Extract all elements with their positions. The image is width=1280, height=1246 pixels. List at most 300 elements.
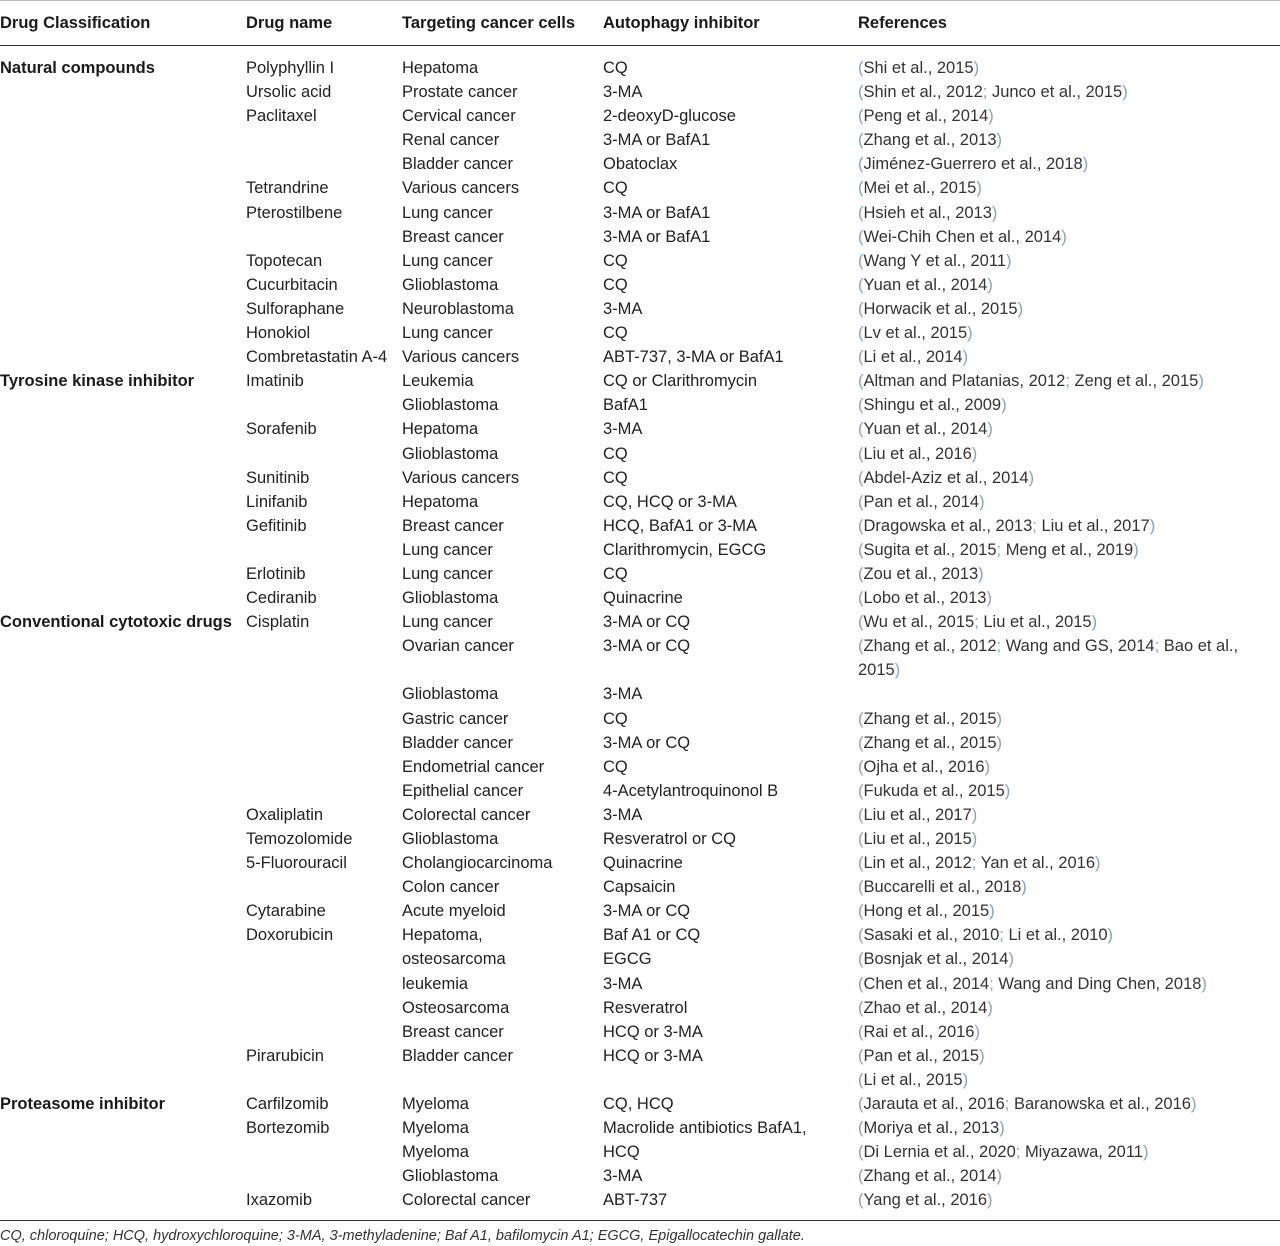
references-cell (858, 803, 1280, 827)
ref-paren: ( (858, 59, 864, 77)
reference-link[interactable]: Li et al., 2015 (863, 1070, 963, 1089)
reference-link[interactable]: Yuan et al., 2014 (863, 275, 988, 294)
reference-link[interactable]: Moriya et al., 2013 (863, 1119, 1000, 1138)
table-row (0, 297, 1280, 321)
table-row (0, 586, 1280, 610)
ref-paren: ) (894, 661, 901, 680)
drug-classification-cell (0, 1188, 246, 1220)
ref-paren: ( (858, 107, 864, 126)
references-cell (858, 369, 1280, 393)
drug-classification-cell (0, 779, 246, 803)
autophagy-inhibitor-cell: 3-MA (603, 974, 643, 993)
autophagy-inhibitor-cell: CQ (603, 179, 628, 198)
ref-paren: ( (858, 950, 864, 969)
reference-link[interactable]: Jiménez-Guerrero et al., 2018 (863, 155, 1083, 174)
ref-paren: ( (858, 299, 864, 318)
drug-classification-cell (0, 393, 246, 417)
drug-name-cell (246, 707, 402, 731)
reference-link[interactable]: Yuan et al., 2014 (863, 420, 988, 439)
table-row (0, 249, 1280, 273)
ref-separator: ; (1032, 516, 1042, 535)
reference-link[interactable]: Lv et al., 2015 (863, 324, 968, 343)
table-row (0, 803, 1280, 827)
references-cell (858, 899, 1280, 923)
ref-paren: ) (1061, 227, 1067, 246)
targeting-cells-cell: Breast cancer (402, 516, 504, 535)
reference-link[interactable]: Zhao et al., 2014 (863, 998, 988, 1017)
drug-name-cell (246, 152, 402, 176)
reference-link[interactable]: Shingu et al., 2009 (863, 396, 1002, 415)
ref-paren: ) (976, 179, 982, 198)
autophagy-inhibitor-cell: Baf A1 or CQ (603, 926, 701, 945)
ref-paren: ) (1028, 468, 1035, 487)
drug-classification-cell (0, 996, 246, 1020)
reference-link[interactable]: Pan et al., 2015 (863, 1046, 980, 1065)
drug-name-cell: Cediranib (246, 589, 317, 608)
ref-paren: ( (858, 1167, 864, 1186)
table-row (0, 875, 1280, 899)
table-row (0, 514, 1280, 538)
references-cell (858, 201, 1280, 225)
references-cell (858, 1044, 1280, 1068)
targeting-cells-cell: Endometrial cancer (402, 757, 545, 776)
reference-link[interactable]: Mei et al., 2015 (863, 179, 977, 198)
targeting-cells-cell: Breast cancer (402, 1022, 504, 1041)
table-row (0, 562, 1280, 586)
drug-name-cell: Honokiol (246, 324, 311, 343)
table-row (0, 947, 1280, 971)
reference-link[interactable]: Buccarelli et al., 2018 (863, 878, 1022, 897)
table-row (0, 417, 1280, 441)
reference-link[interactable]: Wu et al., 2015 (863, 613, 975, 632)
drug-classification-cell (0, 538, 246, 562)
table-row (0, 128, 1280, 152)
ref-paren: ( (858, 372, 864, 391)
references-cell (858, 345, 1280, 369)
drug-classification-cell (0, 1140, 246, 1164)
references-cell (858, 851, 1280, 875)
autophagy-inhibitor-cell: HCQ or 3-MA (603, 1022, 703, 1041)
ref-paren: ) (1190, 1095, 1197, 1114)
drug-classification-cell (0, 249, 246, 273)
header-drug-classification: Drug Classification (0, 1, 246, 46)
autophagy-inhibitor-cell: Capsaicin (603, 878, 676, 897)
ref-paren: ( (858, 564, 864, 583)
drug-name-cell: Paclitaxel (246, 107, 317, 126)
targeting-cells-cell: Lung cancer (402, 251, 493, 270)
drug-name-cell: Cytarabine (246, 902, 326, 921)
references-cell (858, 947, 1280, 971)
reference-link[interactable]: Dragowska et al., 2013 (863, 516, 1033, 535)
references-cell (858, 490, 1280, 514)
drug-name-cell: Imatinib (246, 372, 304, 391)
targeting-cells-cell: Myeloma (402, 1143, 469, 1162)
targeting-cells-cell: Glioblastoma (402, 275, 499, 294)
autophagy-inhibitor-cell: ABT-737, 3-MA or BafA1 (603, 348, 784, 367)
reference-link[interactable]: Pan et al., 2014 (863, 492, 980, 511)
reference-link[interactable]: Peng et al., 2014 (863, 107, 989, 126)
targeting-cells-cell: Cholangiocarcinoma (402, 854, 553, 873)
reference-link[interactable]: Hong et al., 2015 (863, 902, 990, 921)
reference-link[interactable]: Liu et al., 2017 (863, 805, 972, 824)
table-row (0, 1020, 1280, 1044)
drug-classification-cell (0, 682, 246, 706)
ref-separator: ; (989, 974, 999, 993)
autophagy-inhibitor-cell: Macrolide antibiotics BafA1, (603, 1119, 807, 1138)
references-cell (858, 46, 1280, 81)
ref-paren: ( (858, 926, 864, 945)
reference-link[interactable]: Liu et al., 2015 (863, 830, 972, 848)
table-body (0, 46, 1280, 1221)
drug-classification-cell (0, 1164, 246, 1188)
table-row (0, 46, 1280, 81)
autophagy-inhibitor-cell: HCQ (603, 1143, 640, 1162)
reference-link[interactable]: Yang et al., 2016 (863, 1191, 988, 1210)
drug-name-cell: Temozolomide (246, 830, 353, 848)
targeting-cells-cell: Myeloma (402, 1119, 469, 1138)
reference-link[interactable]: Zeng et al., 2015 (1074, 372, 1199, 391)
reference-link[interactable]: Lobo et al., 2013 (863, 589, 987, 608)
ref-paren: ( (858, 348, 864, 367)
drug-classification-cell (0, 225, 246, 249)
drug-name-cell (246, 875, 402, 899)
references-cell (858, 104, 1280, 128)
targeting-cells-cell: Epithelial cancer (402, 781, 524, 800)
reference-link[interactable]: Shin et al., 2012 (863, 83, 983, 102)
reference-link[interactable]: Hsieh et al., 2013 (863, 203, 992, 222)
table-row (0, 273, 1280, 297)
drug-name-cell: Sorafenib (246, 420, 317, 439)
drug-name-cell: 5-Fluorouracil (246, 854, 347, 873)
ref-paren: ( (858, 1022, 864, 1041)
reference-link[interactable]: Li et al., 2014 (863, 348, 963, 367)
autophagy-inhibitor-cell: 3-MA (603, 420, 643, 439)
references-cell (858, 321, 1280, 345)
table-row (0, 201, 1280, 225)
reference-link[interactable]: Chen et al., 2014 (863, 974, 990, 993)
header-drug-name: Drug name (246, 1, 402, 46)
ref-paren: ) (1082, 155, 1089, 174)
drug-classification-cell (0, 875, 246, 899)
drug-classification-cell (0, 731, 246, 755)
reference-link[interactable]: Zhang et al., 2014 (863, 1167, 997, 1186)
targeting-cells-cell: Lung cancer (402, 613, 493, 632)
reference-link[interactable]: Wang and GS, 2014 (1005, 637, 1155, 656)
drug-classification-cell (0, 1068, 246, 1092)
table-row (0, 923, 1280, 947)
targeting-cells-cell: Colorectal cancer (402, 805, 531, 824)
autophagy-inhibitor-cell (603, 1068, 858, 1092)
table-row (0, 345, 1280, 369)
reference-link[interactable]: Meng et al., 2019 (1005, 540, 1134, 559)
reference-link[interactable]: Yan et al., 2016 (980, 854, 1095, 873)
references-cell (858, 176, 1280, 200)
ref-paren: ( (858, 733, 864, 752)
ref-paren: ) (971, 444, 978, 463)
table-row (0, 731, 1280, 755)
reference-link[interactable]: Abdel-Aziz et al., 2014 (863, 468, 1029, 487)
ref-paren: ( (858, 781, 864, 800)
reference-link[interactable]: Fukuda et al., 2015 (863, 781, 1005, 800)
autophagy-inhibitor-cell: 3-MA or BafA1 (603, 131, 711, 150)
drug-classification-cell (0, 899, 246, 923)
ref-paren: ) (987, 275, 993, 294)
ref-paren: ( (858, 902, 864, 921)
targeting-cells-cell: Gastric cancer (402, 709, 509, 728)
targeting-cells-cell: Lung cancer (402, 540, 493, 559)
reference-link[interactable]: Zhang et al., 2015 (863, 709, 997, 728)
drug-name-cell: Tetrandrine (246, 179, 329, 198)
table-row (0, 755, 1280, 779)
table-row (0, 490, 1280, 514)
references-cell (858, 610, 1280, 634)
references-cell (858, 128, 1280, 152)
table-row (0, 1092, 1280, 1116)
reference-link[interactable]: Ojha et al., 2016 (863, 757, 985, 776)
table-row (0, 80, 1280, 104)
ref-paren: ( (858, 1191, 864, 1210)
drug-classification-cell (0, 827, 246, 851)
reference-link[interactable]: Lin et al., 2012 (863, 854, 972, 873)
drug-classification-cell (0, 466, 246, 490)
ref-paren: ( (858, 974, 864, 993)
autophagy-inhibitor-cell: Resveratrol or CQ (603, 830, 736, 848)
references-cell (858, 393, 1280, 417)
references-cell (858, 827, 1280, 851)
autophagy-inhibitor-cell: 3-MA or BafA1 (603, 203, 711, 222)
reference-link[interactable]: Rai et al., 2016 (863, 1022, 975, 1041)
ref-paren: ( (858, 83, 864, 102)
targeting-cells-cell: Prostate cancer (402, 83, 518, 102)
ref-paren: ) (1133, 540, 1139, 559)
reference-link[interactable]: Zhang et al., 2015 (863, 733, 997, 752)
references-cell (858, 779, 1280, 803)
targeting-cells-cell: Hepatoma, (402, 926, 483, 945)
ref-paren: ( (858, 1119, 864, 1138)
table-row (0, 466, 1280, 490)
table-row (0, 1188, 1280, 1220)
ref-paren: ( (858, 155, 864, 174)
ref-paren: ) (1142, 1143, 1149, 1162)
table-row (0, 369, 1280, 393)
drug-name-cell: Combretastatin A-4 (246, 348, 388, 367)
autophagy-inhibitor-cell: Clarithromycin, EGCG (603, 540, 767, 559)
references-cell (858, 1020, 1280, 1044)
drug-classification-cell (0, 321, 246, 345)
ref-paren: ( (858, 492, 864, 511)
autophagy-inhibitor-cell: CQ (603, 275, 628, 294)
ref-paren: ) (974, 1022, 980, 1041)
reference-link[interactable]: Wei-Chih Chen et al., 2014 (863, 227, 1062, 246)
autophagy-inhibitor-cell: CQ (603, 324, 628, 343)
targeting-cells-cell: leukemia (402, 974, 469, 993)
references-cell (858, 417, 1280, 441)
reference-link[interactable]: Bosnjak et al., 2014 (863, 950, 1009, 969)
targeting-cells-cell: Bladder cancer (402, 1046, 513, 1065)
ref-paren: ) (1001, 396, 1007, 415)
targeting-cells-cell: Renal cancer (402, 131, 500, 150)
drug-classification-cell (0, 1044, 246, 1068)
drug-name-cell (246, 634, 402, 682)
autophagy-inhibitor-cell: CQ (603, 59, 628, 77)
table-row (0, 996, 1280, 1020)
references-cell (858, 996, 1280, 1020)
autophagy-inhibitor-cell: CQ (603, 709, 628, 728)
drug-name-cell: Sunitinib (246, 468, 310, 487)
drug-name-cell: Linifanib (246, 492, 308, 511)
ref-paren: ) (991, 203, 998, 222)
drug-classification-cell (0, 755, 246, 779)
reference-link[interactable]: Zhang et al., 2013 (863, 131, 997, 150)
targeting-cells-cell: Cervical cancer (402, 107, 516, 126)
ref-paren: ( (858, 275, 864, 294)
references-cell (858, 1188, 1280, 1220)
targeting-cells-cell: Glioblastoma (402, 1167, 499, 1186)
targeting-cells-cell: Neuroblastoma (402, 299, 514, 318)
table-row (0, 827, 1280, 851)
ref-paren: ) (999, 1119, 1005, 1138)
targeting-cells-cell: Various cancers (402, 348, 520, 367)
drug-name-cell (246, 996, 402, 1020)
drug-classification-cell (0, 201, 246, 225)
autophagy-inhibitor-cell: 3-MA (603, 83, 643, 102)
table-row (0, 707, 1280, 731)
reference-link[interactable]: Zou et al., 2013 (863, 564, 979, 583)
reference-link[interactable]: Liu et al., 2017 (1041, 516, 1150, 535)
ref-paren: ) (996, 733, 1003, 752)
autophagy-inhibitor-cell: CQ (603, 564, 628, 583)
ref-paren: ( (858, 998, 864, 1017)
ref-separator: ; (996, 540, 1006, 559)
references-cell (858, 731, 1280, 755)
autophagy-inhibitor-cell: 2-deoxyD-glucose (603, 107, 736, 126)
header-references: References (858, 1, 1280, 46)
table-row (0, 321, 1280, 345)
drug-name-cell (246, 128, 402, 152)
ref-paren: ) (987, 998, 993, 1017)
drug-name-cell: Topotecan (246, 251, 323, 270)
table-row (0, 1164, 1280, 1188)
reference-link[interactable]: Wang Y et al., 2011 (863, 251, 1006, 270)
table-row (0, 779, 1280, 803)
autophagy-inhibitor-cell: CQ (603, 444, 628, 463)
reference-link[interactable]: Altman and Platanias, 2012 (863, 372, 1066, 391)
references-cell (858, 80, 1280, 104)
ref-separator: ; (999, 926, 1009, 945)
ref-paren: ( (858, 324, 864, 343)
ref-separator: ; (982, 83, 992, 102)
reference-link[interactable]: Liu et al., 2016 (863, 444, 972, 463)
references-cell (858, 273, 1280, 297)
targeting-cells-cell: Myeloma (402, 1095, 469, 1114)
reference-link[interactable]: Shi et al., 2015 (863, 59, 974, 77)
ref-paren: ( (858, 613, 864, 632)
drug-classification-cell: Natural compounds (0, 59, 155, 77)
drug-classification-cell (0, 923, 246, 947)
ref-paren: ) (979, 492, 985, 511)
ref-paren: ) (971, 830, 978, 848)
table-row (0, 538, 1280, 562)
ref-separator: ; (996, 637, 1006, 656)
ref-paren: ) (996, 1167, 1003, 1186)
ref-paren: ( (858, 830, 864, 848)
ref-paren: ( (858, 179, 864, 198)
drug-name-cell: Erlotinib (246, 564, 306, 583)
table-row (0, 972, 1280, 996)
drug-classification-cell (0, 972, 246, 996)
reference-link[interactable]: Jarauta et al., 2016 (863, 1095, 1005, 1114)
references-cell (858, 682, 1280, 706)
reference-link[interactable]: Di Lernia et al., 2020 (863, 1143, 1016, 1162)
drug-classification-cell (0, 586, 246, 610)
ref-paren: ) (996, 709, 1003, 728)
autophagy-inhibitor-cell: 3-MA or CQ (603, 902, 691, 921)
drug-name-cell: Polyphyllin I (246, 59, 335, 77)
drug-classification-cell (0, 514, 246, 538)
table-row (0, 1140, 1280, 1164)
autophagy-inhibitor-cell: Quinacrine (603, 589, 683, 608)
ref-paren: ( (858, 468, 864, 487)
drug-classification-cell (0, 417, 246, 441)
reference-link[interactable]: Bao et al., 2015 (858, 637, 1239, 680)
reference-link[interactable]: Sugita et al., 2015 (863, 540, 997, 559)
drug-name-cell (246, 1020, 402, 1044)
ref-paren: ) (996, 131, 1003, 150)
ref-paren: ) (1091, 613, 1098, 632)
drug-classification-cell (0, 707, 246, 731)
reference-link[interactable]: Wang and Ding Chen, 2018 (998, 974, 1202, 993)
targeting-cells-cell: Colorectal cancer (402, 1188, 603, 1220)
drug-name-cell (246, 947, 402, 971)
ref-paren: ) (987, 420, 993, 439)
autophagy-inhibitor-cell: Quinacrine (603, 854, 683, 873)
references-cell (858, 538, 1280, 562)
drug-classification-cell (0, 803, 246, 827)
ref-paren: ( (858, 1070, 864, 1089)
drug-classification-cell (0, 128, 246, 152)
autophagy-inhibitor-cell: BafA1 (603, 396, 648, 415)
ref-paren: ) (1149, 516, 1156, 535)
references-cell (858, 442, 1280, 466)
reference-link[interactable]: Horwacik et al., 2015 (863, 299, 1018, 318)
reference-link[interactable]: Baranowska et al., 2016 (1013, 1095, 1191, 1114)
reference-link[interactable]: Liu et al., 2015 (983, 613, 1092, 632)
ref-paren: ( (858, 878, 864, 897)
reference-link[interactable]: Zhang et al., 2012 (863, 637, 997, 656)
reference-link[interactable]: Li et al., 2010 (1008, 926, 1108, 945)
table-row (0, 442, 1280, 466)
drug-name-cell (246, 1068, 402, 1092)
ref-paren: ( (858, 805, 864, 824)
targeting-cells-cell: Lung cancer (402, 324, 493, 343)
references-cell (858, 1164, 1280, 1188)
ref-paren: ( (858, 396, 864, 415)
targeting-cells-cell: Glioblastoma (402, 396, 499, 415)
table-row (0, 104, 1280, 128)
reference-link[interactable]: Sasaki et al., 2010 (863, 926, 1000, 945)
drug-classification-cell (0, 490, 246, 514)
ref-paren: ) (979, 1046, 985, 1065)
table-row (0, 682, 1280, 706)
targeting-cells-cell: Hepatoma (402, 420, 479, 439)
reference-link[interactable]: Miyazawa, 2011 (1024, 1143, 1143, 1162)
reference-link[interactable]: Junco et al., 2015 (991, 83, 1123, 102)
autophagy-inhibitor-cell: CQ (603, 468, 628, 487)
drug-name-cell: Pirarubicin (246, 1046, 324, 1065)
ref-paren: ) (971, 805, 978, 824)
ref-paren: ) (987, 1191, 993, 1210)
references-cell (858, 634, 1280, 682)
